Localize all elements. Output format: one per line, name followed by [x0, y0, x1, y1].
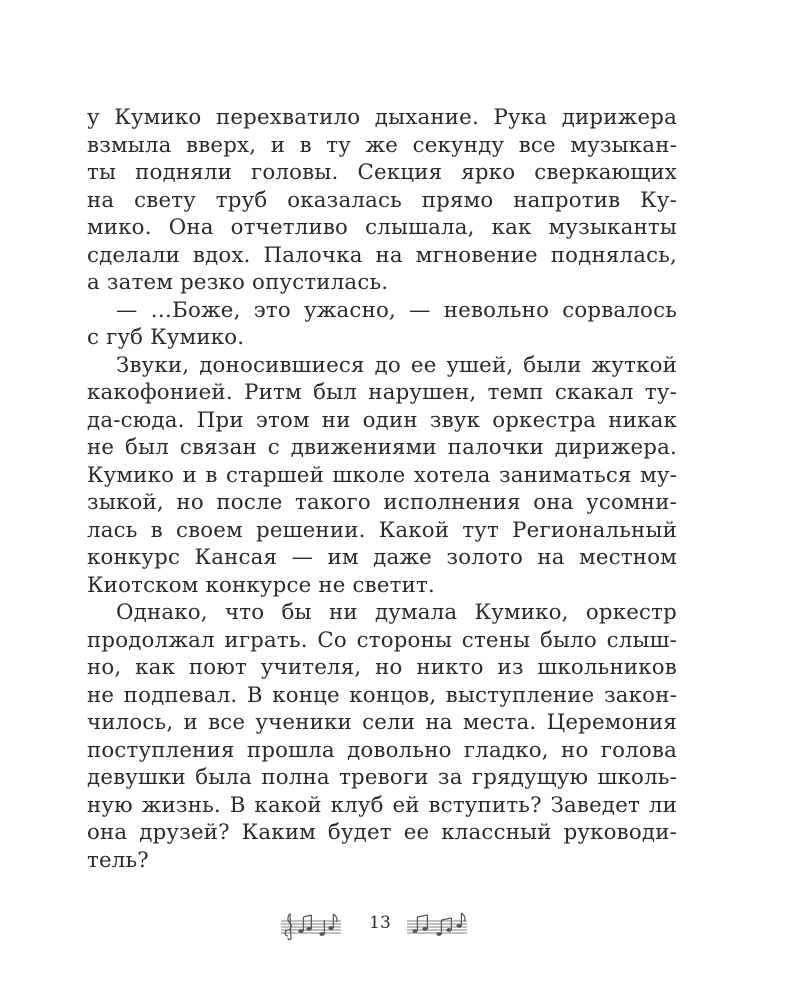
- text-line: не был связан с движениями палочки дирижера.: [87, 435, 677, 460]
- text-line: лась в своем решении. Какой тут Региональный: [87, 517, 677, 543]
- text-line: — …Боже, это ужасно, — невольно сорвалось: [116, 297, 677, 323]
- text-line: ную жизнь. В какой клуб ей вступить? Заведет ли: [87, 792, 677, 818]
- text-line: но, как поют учителя, но никто из школьников: [87, 655, 677, 680]
- page-footer: [0, 903, 800, 947]
- text-line: чилось, и все ученики сели на места. Церемония: [87, 710, 677, 735]
- text-line: Звуки, доносившиеся до ее ушей, были жуткой: [116, 352, 677, 378]
- text-line: не подпевал. В конце концов, выступление закон-: [87, 682, 677, 708]
- music-notes-icon: [405, 909, 469, 941]
- text-line: сделали вдох. Палочка на мгновение поднялась,: [87, 242, 677, 268]
- text-line: да-сюда. При этом ни один звук оркестра никак: [87, 407, 677, 433]
- text-line: Кумико и в старшей школе хотела заниматься му-: [87, 462, 677, 488]
- text-line: Киотском конкурсе не светит.: [87, 572, 435, 598]
- text-line: мико. Она отчетливо слышала, как музыканты: [87, 215, 677, 240]
- text-line: на свету труб оказалась прямо напротив Ку-: [87, 187, 677, 213]
- text-line: с губ Кумико.: [87, 325, 245, 350]
- page-body-text: [87, 104, 677, 874]
- text-line: она друзей? Каким будет ее классный руководи-: [87, 820, 677, 845]
- page-number: 13: [369, 913, 391, 933]
- text-line: взмыла вверх, и в ту же секунду все музыкан-: [87, 132, 677, 158]
- text-line: тель?: [87, 847, 149, 873]
- text-line: продолжал играть. Со стороны стены было слыш-: [87, 627, 677, 653]
- text-line: у Кумико перехватило дыхание. Рука дирижера: [87, 105, 677, 130]
- text-line: Однако, что бы ни думала Кумико, оркестр: [116, 600, 677, 625]
- text-line: зыкой, но после такого исполнения она усомни-: [87, 490, 677, 515]
- text-line: какофонией. Ритм был нарушен, темп скакал ту-: [87, 380, 677, 405]
- text-line: а затем резко опустилась.: [87, 270, 389, 295]
- text-line: ты подняли головы. Секция ярко сверкающих: [87, 160, 677, 185]
- text-line: конкурс Кансая — им даже золото на местном: [87, 545, 677, 570]
- text-line: девушки была полна тревоги за грядущую школь-: [87, 765, 677, 790]
- music-notes-icon: [279, 909, 343, 941]
- text-line: поступления прошла довольно гладко, но голова: [87, 737, 677, 763]
